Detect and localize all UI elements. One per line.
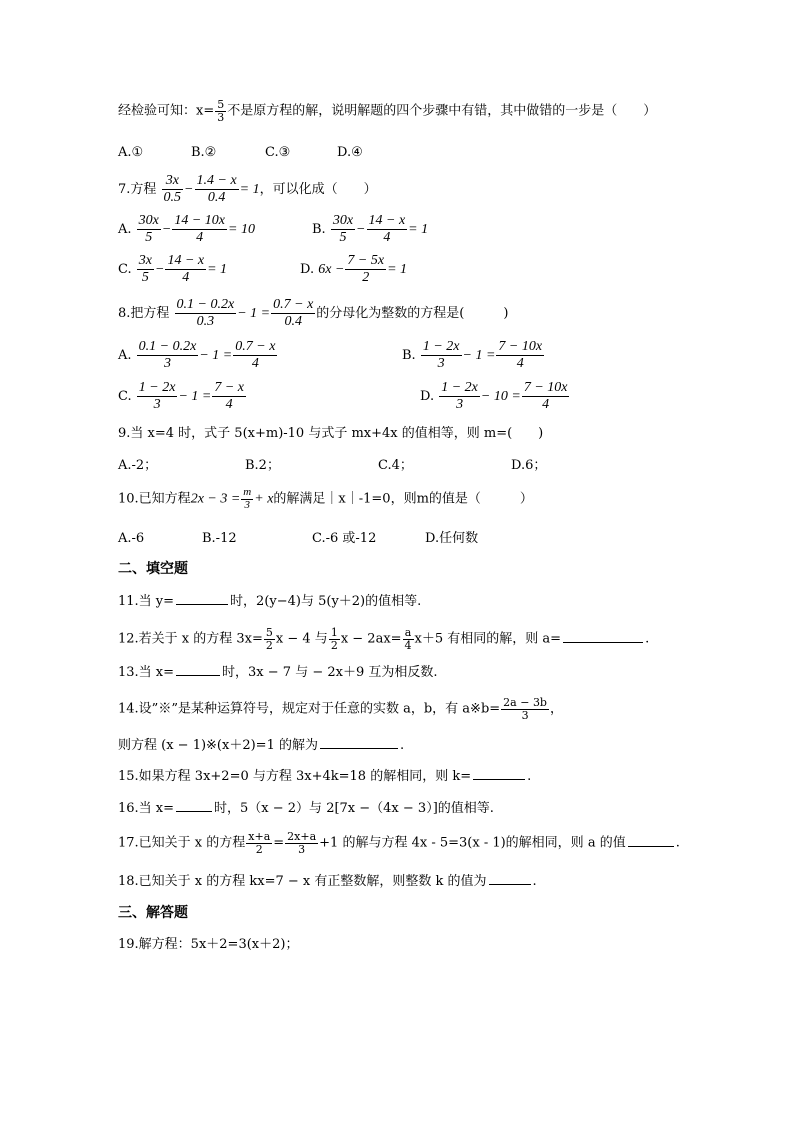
q16-line: 16.当 x= 时，5（x − 2）与 2[7x −（4x − 3）]的值相等. bbox=[118, 801, 494, 816]
q6-option-c: C.③ bbox=[265, 145, 291, 160]
q10-tail: 的解满足｜x｜-1=0，则m的值是（ ） bbox=[273, 491, 533, 507]
q14-blank[interactable] bbox=[320, 746, 398, 749]
q17-blank[interactable] bbox=[628, 844, 674, 847]
section-fill-in-heading: 二、填空题 bbox=[118, 561, 188, 577]
q18-blank[interactable] bbox=[489, 882, 531, 885]
q7-eq-frac2: $\frac{1.4 - x}{0.4}$ bbox=[196, 173, 237, 206]
q10-options bbox=[118, 532, 478, 545]
q8-option-c: C. $\frac{1 - 2x}{3}$ − 1 = $\frac{7 - x}{4}$ bbox=[118, 380, 245, 413]
q8-stem: 8.把方程 $\frac{0.1 - 0.2x}{0.3}$ − 1 = $\frac{0.7 - x}{0.4}$ 的分母化为整数的方程是( ) bbox=[118, 297, 509, 330]
q7-option-b: B. $\frac{30x}{5}$ − $\frac{14 - x}{4}$ = 1 bbox=[312, 213, 429, 246]
q7-option-a: A. $\frac{30x}{5}$ − $\frac{14 - 10x}{4}$ = 10 bbox=[118, 213, 255, 246]
q15-blank[interactable] bbox=[473, 777, 525, 780]
q6-option-d: D.④ bbox=[337, 145, 363, 160]
q9-option-c: C.4； bbox=[378, 458, 413, 473]
q8-tail: 的分母化为整数的方程是( ) bbox=[316, 306, 509, 322]
q14-line2: 则方程 (x − 1)※(x＋2)=1 的解为 . bbox=[118, 738, 405, 753]
q10-option-c: C.-6 或-12 bbox=[312, 531, 377, 546]
q13-blank[interactable] bbox=[176, 673, 220, 676]
q12-blank[interactable] bbox=[563, 640, 643, 643]
q17-line: 17.已知关于 x 的方程 $\frac{x+a}{2}$ = $\frac{2x+a}{3}$ +1 的解与方程 4x - 5=3(x - 1)的解相同，则 a 的值 . bbox=[118, 830, 680, 856]
q8-option-b: B. $\frac{1 - 2x}{3}$ − 1 = $\frac{7 - 10x}{4}$ bbox=[402, 339, 543, 372]
q9-stem: 9.当 x=4 时，式子 5(x+m)-10 与式子 mx+4x 的值相等，则 m=( ) bbox=[118, 426, 544, 441]
q6-prefix: 经检验可知：x= bbox=[118, 103, 215, 119]
q11-line: 11.当 y= 时，2(y−4)与 5(y＋2)的值相等. bbox=[118, 594, 422, 609]
q8-label: 8.把方程 bbox=[118, 306, 170, 322]
q12-line: 12.若关于 x 的方程 3x= $\frac{5}{2}$ x − 4 与 $\frac{1}{2}$ x − 2ax= $\frac{a}{4}$ x＋5 有相同的解，则 a= . bbox=[118, 626, 650, 652]
q9-option-b: B.2； bbox=[245, 458, 280, 473]
q10-option-b: B.-12 bbox=[202, 531, 237, 546]
q6-option-b: B.② bbox=[191, 145, 217, 160]
q6-line bbox=[118, 99, 656, 123]
q7-eq-frac1: $\frac{3x}{0.5}$ bbox=[163, 173, 182, 206]
q10-option-a: A.-6 bbox=[118, 531, 145, 546]
q9-options bbox=[118, 459, 546, 472]
q7-label: 7.方程 bbox=[118, 182, 157, 198]
q6-option-a: A.① bbox=[118, 145, 144, 160]
q18-line: 18.已知关于 x 的方程 kx=7 − x 有正整数解，则整数 k 的值为 . bbox=[118, 874, 537, 889]
q13-line: 13.当 x= 时，3x − 7 与 − 2x＋9 互为相反数. bbox=[118, 665, 438, 680]
q14-line1: 14.设”※”是某种运算符号，规定对于任意的实数 a，b，有 a※b= $\frac{2a - 3b}{3}$ ， bbox=[118, 696, 563, 722]
q8-option-a: A. $\frac{0.1 - 0.2x}{3}$ − 1 = $\frac{0.7 - x}{4}$ bbox=[118, 339, 276, 372]
q6-fraction: $\frac{5}{3}$ bbox=[217, 98, 225, 124]
q9-option-d: D.6； bbox=[511, 458, 547, 473]
q7-option-d: D. 6x − $\frac{7 - 5x}{2}$ = 1 bbox=[300, 253, 408, 286]
q7-option-c: C. $\frac{3x}{5}$ − $\frac{14 - x}{4}$ = 1 bbox=[118, 253, 228, 286]
q15-line: 15.如果方程 3x+2=0 与方程 3x+4k=18 的解相同，则 k= . bbox=[118, 769, 532, 784]
q11-blank[interactable] bbox=[176, 602, 228, 605]
q6-options bbox=[118, 146, 363, 159]
q10-stem: 10.已知方程2x − 3 = $\frac{m}{3}$ + x的解满足｜x｜-1=0，则m的值是（ ） bbox=[118, 486, 533, 511]
q10-label: 10.已知方程 bbox=[118, 491, 191, 507]
q8-option-d: D. $\frac{1 - 2x}{3}$ − 10 = $\frac{7 - 10x}{4}$ bbox=[420, 380, 568, 413]
q6-suffix: 不是原方程的解，说明解题的四个步骤中有错，其中做错的一步是（ ） bbox=[227, 103, 657, 119]
q19-line: 19.解方程：5x＋2=3(x＋2)； bbox=[118, 937, 299, 952]
q7-stem: 7.方程 $\frac{3x}{0.5}$ − $\frac{1.4 - x}{0.4}$ = 1，可以化成（ ） bbox=[118, 173, 377, 206]
q7-tail: ，可以化成（ ） bbox=[259, 182, 377, 198]
q16-blank[interactable] bbox=[176, 809, 212, 812]
q9-option-a: A.-2； bbox=[118, 458, 158, 473]
section-solve-heading: 三、解答题 bbox=[118, 905, 188, 921]
q10-option-d: D.任何数 bbox=[425, 531, 479, 546]
